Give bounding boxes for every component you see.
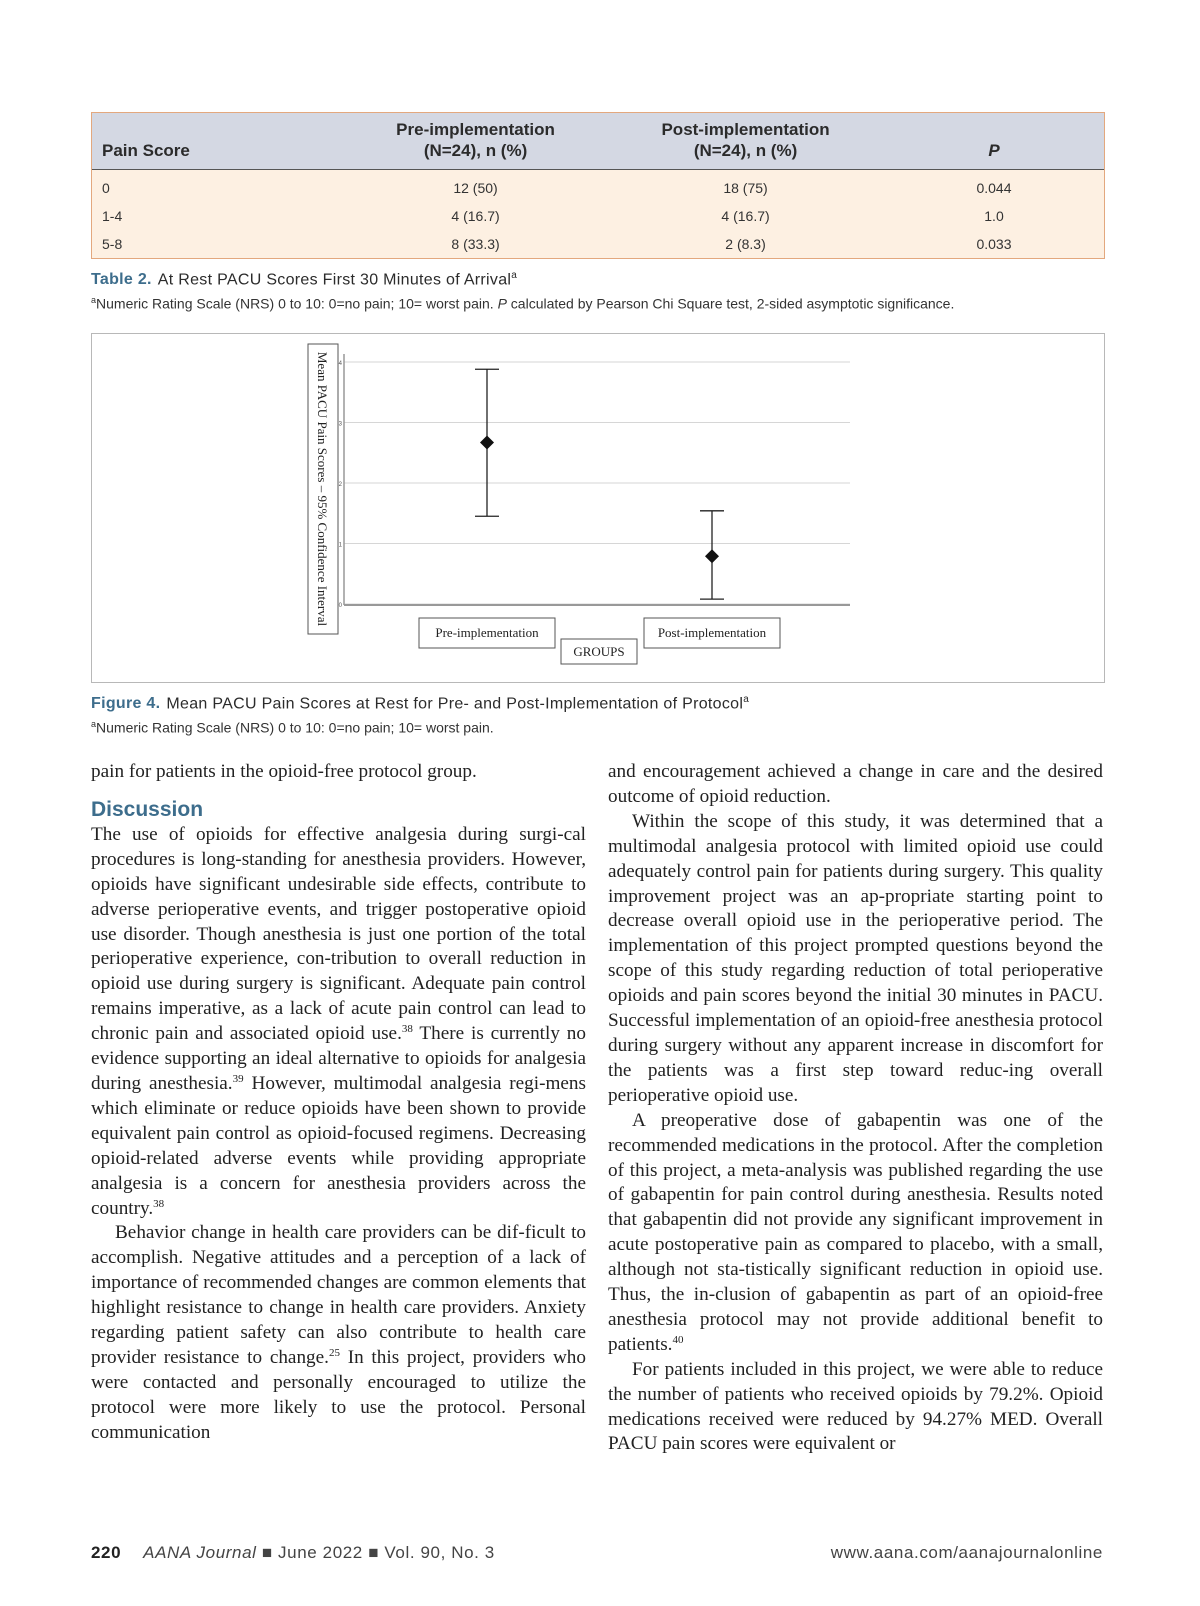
citation: 40 xyxy=(672,1333,684,1346)
cell-pre: 12 (50) xyxy=(453,180,498,196)
paragraph: Behavior change in health care providers can be dif-ficult to accomplish. Negative attitudes and a perception of a lack of importance of recommended changes are common elements that highlight resistance to change in health care providers. Anxiety regarding patient safety can also contribute to health care provider resistance to change.$^{25}$ In this project, providers who were contacted and personally encouraged to utilize the protocol were more likely to use the protocol. Personal communication xyxy=(91,1222,586,1443)
cell-pre: 4 (16.7) xyxy=(451,208,500,224)
journal-name: AANA Journal xyxy=(143,1543,257,1562)
error-bar-chart xyxy=(92,334,1104,682)
header-p-value: P xyxy=(884,113,1104,170)
figure-caption: Figure 4. Mean PACU Pain Scores at Rest for Pre- and Post-Implementation of Protocol$^a$ xyxy=(91,694,750,713)
paragraph: A preoperative dose of gabapentin was one of the recommended medications in the protocol. After the completion of this project, a meta-analysis was published regarding the use of gabapentin for pain control during anesthesia. Results noted that gabapentin did not provide any significant improvement in acute postoperative pain as compared to placebo, with a small, although not sta-tistically significant reduction in opioid use. Thus, the in-clusion of gabapentin as part of an opioid-free anesthesia protocol may not provide additional benefit to patients.$^{40}$ xyxy=(608,1109,1103,1355)
paragraph: The use of opioids for effective analgesia during surgi-cal procedures is long-standing for anesthesia providers. However, opioids have significant undesirable side effects, contribute to adverse perioperative events, and trigger postoperative opioid use disorder. Though anesthesia is just one portion of the total perioperative experience, con-tribution to overall reduction in opioid use during surgery is significant. Adequate pain control remains imperative, as a lack of acute pain control can lead to chronic pain and associated opioid use.$^{38}$ There is currently no evidence supporting an ideal alternative to opioids for analgesia during anesthesia.$^{39}$ However, multimodal analgesia regi-mens which eliminate or reduce opioids have been shown to provide equivalent pain control as opioid-focused regimens. Decreasing opioid-related adverse events while providing appropriate analgesia is a concern for anesthesia providers across the country.$^{38}$ xyxy=(91,823,586,1219)
cell-score: 0 xyxy=(102,180,110,196)
cell-p: 1.0 xyxy=(984,208,1004,224)
table-caption-text: At Rest PACU Scores First 30 Minutes of Arrival xyxy=(157,271,512,289)
volume-issue: Vol. 90, No. 3 xyxy=(384,1543,495,1562)
mean-marker-diamond xyxy=(480,435,494,449)
paragraph: Within the scope of this study, it was determined that a multimodal analgesia protocol with limited opioid use could adequately control pain for patients during surgery. This quality improvement project was an ap-propriate starting point to decrease overall opioid use in the perioperative period. The implementation of this project prompted questions beyond the scope of this study regarding reduction of total perioperative opioids and pain scores beyond the initial 30 minutes in PACU. Successful implementation of an opioid-free anesthesia protocol during surgery without any apparent increase in discomfort for the patients was a first step toward reduc-ing overall perioperative opioid use. xyxy=(608,810,1103,1106)
table-row xyxy=(92,170,1104,203)
page-footer xyxy=(91,1543,495,1563)
issue-date: June 2022 xyxy=(278,1543,363,1562)
journal-url: www.aana.com/aanajournalonline xyxy=(830,1543,1103,1562)
cell-score: 5-8 xyxy=(102,236,123,252)
separator-icon: ■ xyxy=(261,1543,273,1562)
pain-score-table xyxy=(91,112,1105,259)
table-row xyxy=(92,202,1104,230)
table-header-row xyxy=(92,113,1104,170)
figure-4-box xyxy=(91,333,1105,683)
table-caption: Table 2. At Rest PACU Scores First 30 Minutes of Arrival$^a$ xyxy=(91,270,518,289)
citation: 38 xyxy=(153,1197,165,1210)
table-caption-label: Table 2. xyxy=(91,271,152,289)
separator-icon: ■ xyxy=(368,1543,380,1562)
paragraph: and encouragement achieved a change in care and the desired outcome of opioid reduction. xyxy=(608,761,1103,807)
header-pain-score: Pain Score xyxy=(92,113,344,170)
x-category-label: Post-implementation xyxy=(657,625,767,640)
citation: 25 xyxy=(328,1346,340,1359)
citation: 39 xyxy=(232,1072,244,1085)
paragraph: For patients included in this project, we were able to reduce the number of patients who received opioids by 79.2%. Opioid medications received were reduced by 94.27% MED. Overall PACU pain scores were equivalent or xyxy=(608,1358,1103,1455)
mean-marker-diamond xyxy=(705,549,719,563)
right-column xyxy=(608,760,1103,1457)
figure-footnote: $^a$Numeric Rating Scale (NRS) 0 to 10: 0=no pain; 10= worst pain. xyxy=(91,719,494,736)
figure-caption-text: Mean PACU Pain Scores at Rest for Pre- and Post-Implementation of Protocol xyxy=(166,695,744,713)
y-tick-label: 3 xyxy=(338,421,342,428)
table-row xyxy=(92,230,1104,258)
x-category-label: Pre-implementation xyxy=(435,625,539,640)
paragraph: pain for patients in the opioid-free protocol group. xyxy=(91,761,477,782)
cell-pre: 8 (33.3) xyxy=(451,236,500,252)
header-pre-implementation: Pre-implementation (N=24), n (%) xyxy=(344,113,607,170)
cell-post: 4 (16.7) xyxy=(721,208,770,224)
page-number: 220 xyxy=(91,1543,122,1562)
figure-caption-label: Figure 4. xyxy=(91,695,161,713)
citation: 38 xyxy=(401,1023,413,1036)
cell-post: 18 (75) xyxy=(723,180,768,196)
table-footnote: $^a$Numeric Rating Scale (NRS) 0 to 10: 0=no pain; 10= worst pain. P calculated by Pearson Chi Square test, 2-sided asymptotic significance. xyxy=(91,295,955,312)
y-axis-label: Mean PACU Pain Scores – 95% Confidence Interval xyxy=(315,351,330,627)
cell-post: 2 (8.3) xyxy=(725,236,766,252)
y-tick-label: 1 xyxy=(338,542,342,549)
header-post-implementation: Post-implementation (N=24), n (%) xyxy=(607,113,884,170)
x-axis-title: GROUPS xyxy=(573,644,625,659)
y-tick-label: 2 xyxy=(338,482,342,488)
y-tick-label: 0 xyxy=(338,603,342,609)
section-heading-discussion: Discussion xyxy=(91,797,204,821)
left-column xyxy=(91,760,586,1446)
cell-p: 0.033 xyxy=(976,236,1012,252)
y-tick-label: 4 xyxy=(338,361,342,367)
cell-p: 0.044 xyxy=(976,180,1012,196)
cell-score: 1-4 xyxy=(102,208,123,224)
